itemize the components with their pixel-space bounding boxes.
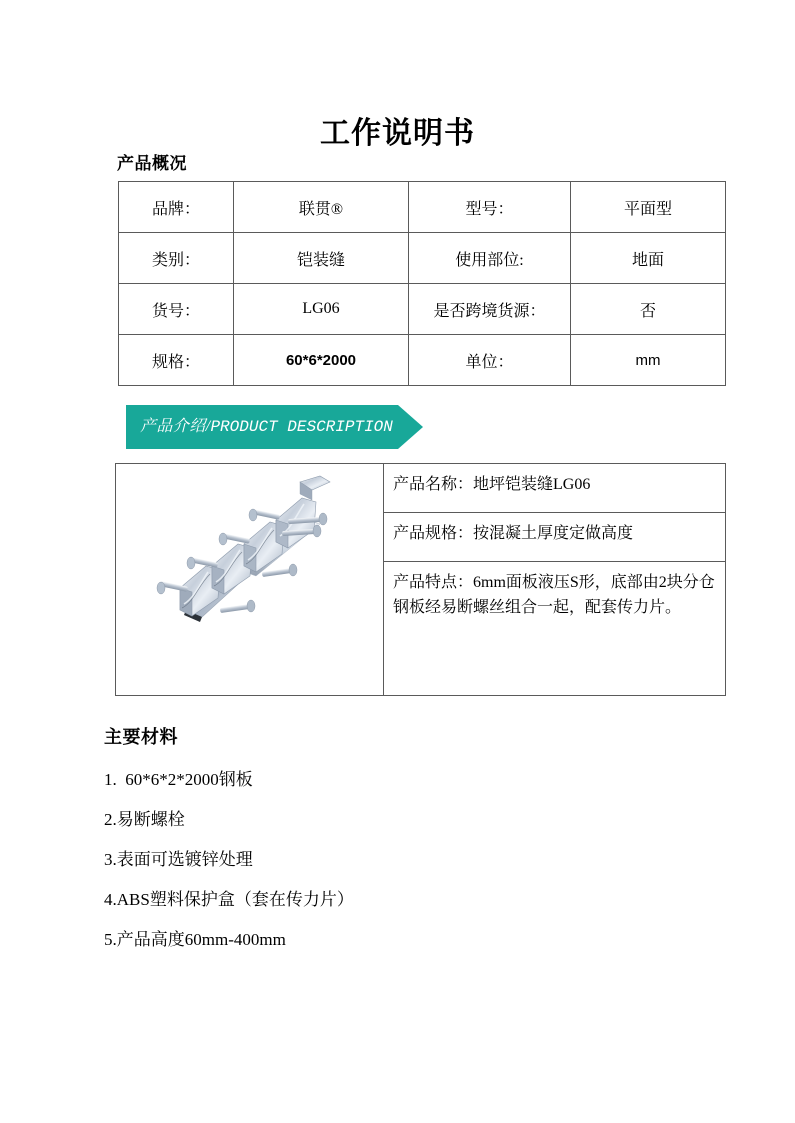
table-row (119, 182, 726, 233)
product-feature-cell (384, 562, 726, 696)
section-heading-materials: 主要材料 (104, 727, 178, 747)
cell-value-model: 平面型 (571, 182, 726, 233)
list-item: 1. 60*6*2*2000钢板 (104, 770, 253, 789)
cell-value-brand: 联贯® (234, 182, 409, 233)
list-item: 4.ABS塑料保护盒（套在传力片） (104, 890, 354, 909)
cell-value-cross-border: 否 (571, 284, 726, 335)
table-row (116, 464, 726, 513)
cell-value-spec: 60*6*2000 (234, 335, 409, 386)
product-spec-text: 产品规格：按混凝土厚度定做高度 (393, 525, 634, 542)
cell-label-model: 型号： (409, 182, 571, 233)
section-banner-product-description (126, 405, 423, 449)
cell-label-item-no: 货号： (119, 284, 234, 335)
product-feature-text: 产品特点：6mm面板液压S形，底部由2块分仓钢板经易断螺丝组合一起，配套传力片。 (393, 574, 715, 616)
list-item: 3.表面可选镀锌处理 (104, 850, 253, 869)
banner-label-en: PRODUCT DESCRIPTION (210, 418, 393, 436)
cell-label-usage: 使用部位: (409, 233, 571, 284)
product-name-text: 产品名称：地坪铠装缝LG06 (393, 476, 591, 493)
product-overview-table (118, 181, 726, 386)
list-item: 5.产品高度60mm-400mm (104, 930, 286, 949)
cell-label-category: 类别： (119, 233, 234, 284)
table-row (119, 284, 726, 335)
product-photo (124, 470, 374, 650)
cell-value-category: 铠装缝 (234, 233, 409, 284)
cell-value-item-no: LG06 (234, 284, 409, 335)
cell-label-cross-border: 是否跨境货源： (409, 284, 571, 335)
page-title: 工作说明书 (320, 117, 475, 150)
cell-label-brand: 品牌： (119, 182, 234, 233)
product-name-cell (384, 464, 726, 513)
table-row (119, 233, 726, 284)
materials-list (104, 760, 704, 960)
cell-label-unit: 单位： (409, 335, 571, 386)
table-row (119, 335, 726, 386)
banner-label-cn: 产品介绍/ (140, 418, 211, 435)
product-description-table (115, 463, 726, 696)
list-item: 2.易断螺栓 (104, 810, 185, 829)
product-spec-cell (384, 513, 726, 562)
banner-label (140, 405, 393, 449)
cell-value-unit: mm (571, 335, 726, 386)
product-image-cell (116, 464, 384, 696)
section-heading-overview: 产品概况 (117, 154, 187, 173)
cell-label-spec: 规格： (119, 335, 234, 386)
cell-value-usage: 地面 (571, 233, 726, 284)
